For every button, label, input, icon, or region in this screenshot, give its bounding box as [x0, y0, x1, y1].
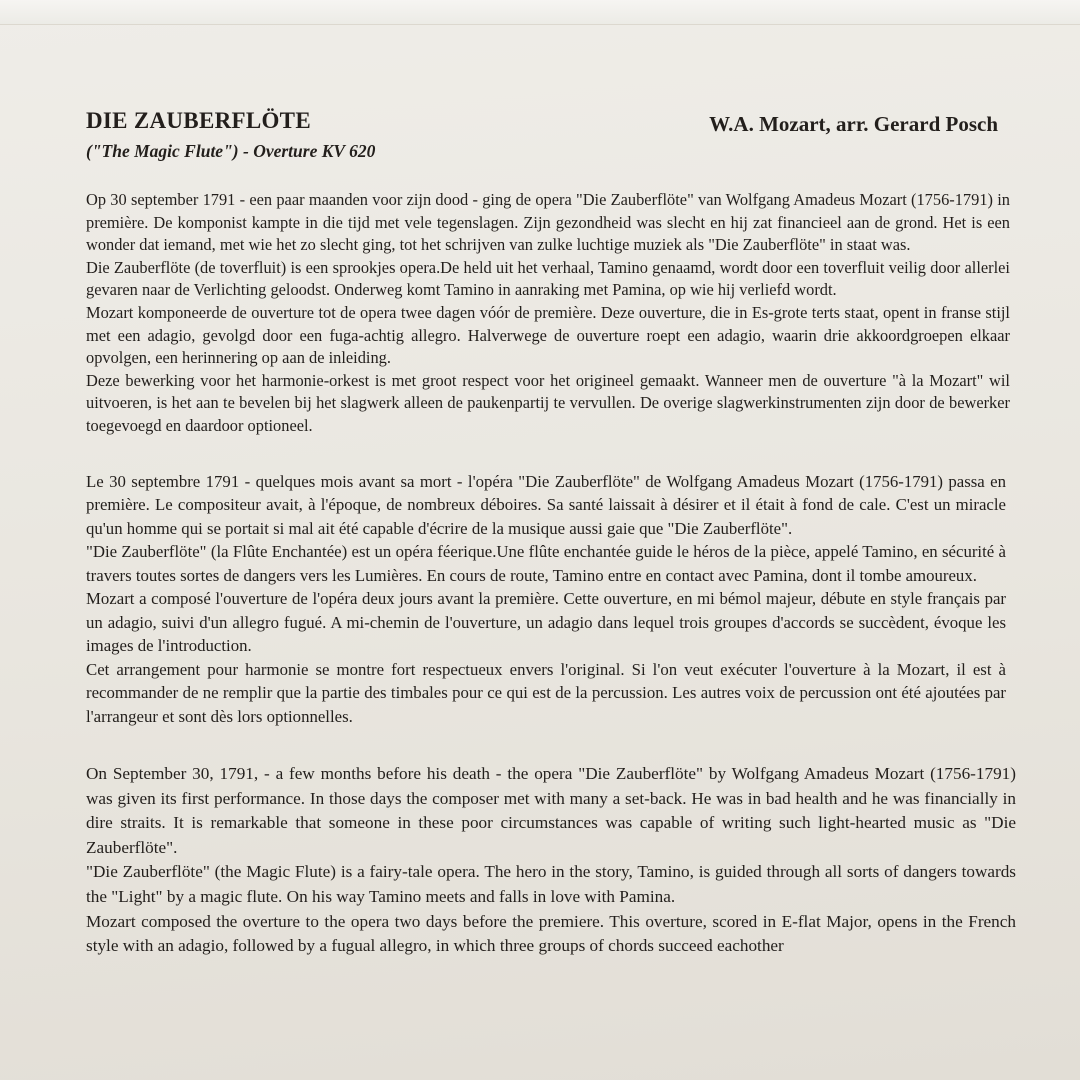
dutch-paragraph: Mozart komponeerde de ouverture tot de opera twee dagen vóór de première. Deze ouverture, die in Es-grote terts staat, opent in franse stijl met een adagio, gevolgd door een fuga-achtig allegro. Halverwege de ouverture roept een adagio, waarin drie akkoordgroepen elkaar opvolgen, een herinnering op aan de inleiding. [86, 302, 1010, 368]
french-paragraph: Cet arrangement pour harmonie se montre fort respectueux envers l'original. Si l'on veut exécuter l'ouverture à la Mozart, il est à recommander de ne remplir que la partie des timbales pour ce qui est de la percussion. Les autres voix de percussion ont été ajoutées par l'arrangeur et sont dès lors optionnelles. [86, 659, 1006, 726]
french-paragraph: Mozart a composé l'ouverture de l'opéra deux jours avant la première. Cette ouverture, en mi bémol majeur, débute en style français par un adagio, suivi d'un allegro fugué. A mi-chemin de l'ouverture, un adagio dans lequel trois groupes d'accords se succèdent, évoque les images de l'introduction. [86, 589, 1006, 656]
french-section [86, 470, 1006, 729]
header-row [86, 106, 1010, 139]
french-paragraph: Le 30 septembre 1791 - quelques mois avant sa mort - l'opéra "Die Zauberflöte" de Wolfgang Amadeus Mozart (1756-1791) passa en première. Le compositeur avait, à l'époque, de nombreux déboires. Sa santé laissait à désirer et il était à fond de cale. C'est un miracle qu'un homme qui se portait si mal ait été capable d'écrire de la musique aussi gaie que "Die Zauberflöte". [86, 471, 1006, 538]
english-section [86, 762, 1016, 959]
piece-subtitle: ("The Magic Flute") - Overture KV 620 [86, 141, 376, 161]
page-top-edge [0, 0, 1080, 25]
english-paragraph: "Die Zauberflöte" (the Magic Flute) is a fairy-tale opera. The hero in the story, Tamino, is guided through all sorts of dangers towards the "Light" by a magic flute. On his way Tamino meets and falls in love with Pamina. [86, 862, 1016, 906]
english-paragraph: On September 30, 1791, - a few months before his death - the opera "Die Zauberflöte" by Wolfgang Amadeus Mozart (1756-1791) was given its first performance. In those days the composer met with many a set-back. He was in bad health and he was financially in dire straits. It is remarkable that someone in these poor circumstances was capable of writing such light-hearted music as "Die Zauberflöte". [86, 764, 1016, 857]
dutch-section [86, 189, 1010, 438]
english-paragraph: Mozart composed the overture to the opera two days before the premiere. This overture, scored in E-flat Major, opens in the French style with an adagio, followed by a fugual allegro, in which three groups of chords succeed eachother [86, 911, 1016, 956]
dutch-paragraph: Deze bewerking voor het harmonie-orkest is met groot respect voor het origineel gemaakt. Wanneer men de ouverture "à la Mozart" wil uitvoeren, is het aan te bevelen bij het slagwerk alleen de paukenpartij te vervullen. De overige slagwerkinstrumenten zijn door de bewerker toegevoegd en daardoor optioneel. [86, 370, 1010, 435]
piece-title: DIE ZAUBERFLÖTE [86, 108, 311, 133]
dutch-paragraph: Die Zauberflöte (de toverfluit) is een sprookjes opera.De held uit het verhaal, Tamino genaamd, wordt door een toverfluit veilig door allerlei gevaren naar de Verlichting geloodst. Onderweg komt Tamino in aanraking met Pamina, op wie hij verliefd wordt. [86, 257, 1010, 300]
dutch-paragraph: Op 30 september 1791 - een paar maanden voor zijn dood - ging de opera "Die Zauberflöte" van Wolfgang Amadeus Mozart (1756-1791) in première. De komponist kampte in die tijd met vele tegenslagen. Zijn gezondheid was slecht en hij zat financieel aan de grond. Het is een wonder dat iemand, met wie het zo slecht ging, tot het schrijven van zulke luchtige muziek als "Die Zauberflöte" in staat was. [86, 190, 1010, 255]
french-paragraph: "Die Zauberflöte" (la Flûte Enchantée) est un opéra féerique.Une flûte enchantée guide le héros de la pièce, appelé Tamino, en sécurité à travers toutes sortes de dangers vers les Lumières. En cours de route, Tamino entre en contact avec Pamina, dont il tombe amoureux. [86, 542, 1006, 585]
composer-credit: W.A. Mozart, arr. Gerard Posch [709, 112, 998, 136]
document-content [86, 106, 1016, 959]
